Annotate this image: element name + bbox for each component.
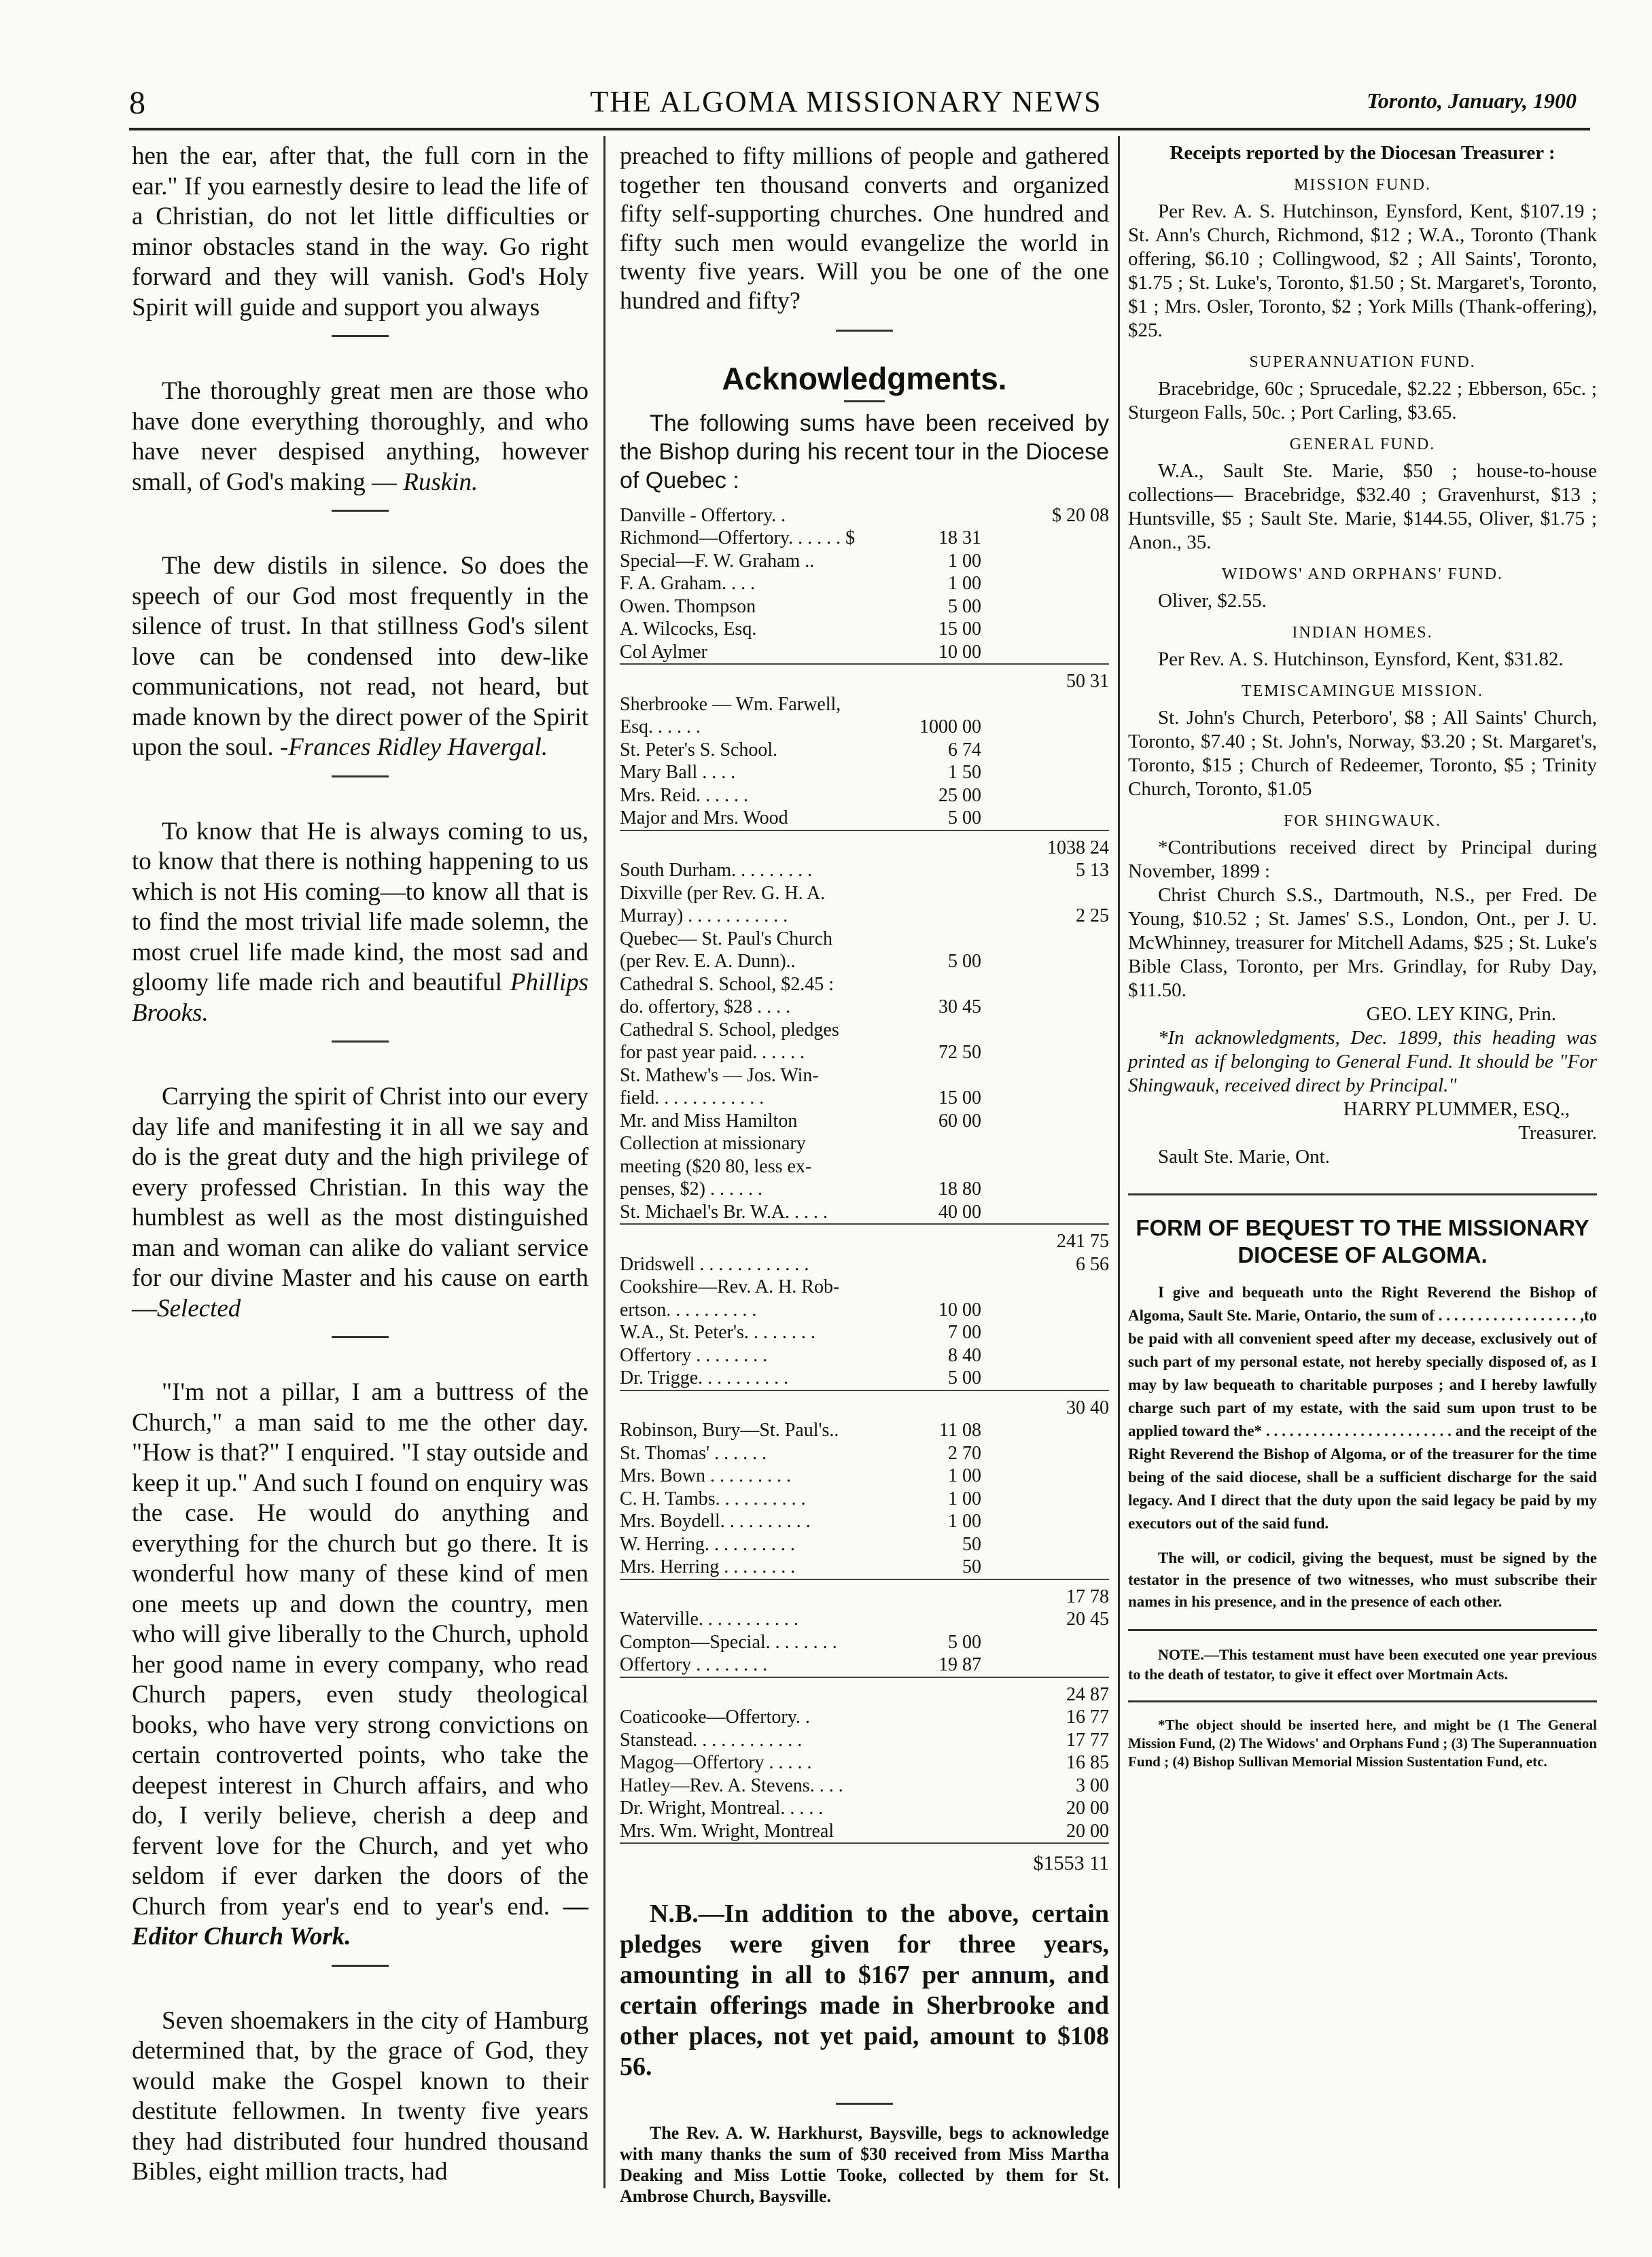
column-divider [1118,136,1120,2188]
row-amount: 1 00 [948,573,981,594]
paragraph: W.A., Sault Ste. Marie, $50 ; house-to-house collections— Bracebridge, $32.40 ; Gravenhurst, $13 ; Huntsville, $5 ; Sault Ste. Marie, $144.55, Oliver, $1.75 ; Anon., 35. [1128,460,1597,553]
section-heading: Acknowledgments. [722,361,1007,396]
row-amount: 18 80 [938,1178,981,1200]
paragraph: Carrying the spirit of Christ into our every day life and manifesting it in all we say and do is the great duty and the high privilege of every professed Christian. In this way the humblest as well as the most distinguished man and woman can alike do valiant service for our divine Master and his cause on earth —Selected [132,1083,588,1323]
table-row [620,1797,1109,1820]
row-amount: 18 31 [938,527,981,548]
table-row [620,973,1109,996]
paragraph: St. John's Church, Peterboro', $8 ; All Saints' Church, Toronto, $7.40 ; St. John's, Norway, $3.20 ; St. Margaret's, Toronto, $15 ; Church of Redeemer, Toronto, $5 ; Trinity Church, Toronto, $1.05 [1128,707,1597,800]
grand-total: $1553 11 [1033,1852,1109,1874]
row-subtotal: 24 87 [1066,1683,1109,1705]
attribution: Ruskin. [403,468,478,496]
table-row [620,572,1109,595]
row-amount: 40 00 [938,1201,981,1223]
row-subtotal: 20 00 [1066,1820,1109,1842]
table-row [620,761,1109,784]
row-label: do. offertory, $28 . . . . [620,996,791,1017]
row-subtotal: 20 00 [1066,1798,1109,1819]
row-amount: 10 00 [938,641,981,663]
row-label: Mrs. Herring . . . . . . . . [620,1556,796,1577]
table-row [620,1132,1109,1155]
table-row [620,905,1109,928]
row-amount: 8 40 [948,1344,981,1366]
fund-heading: INDIAN HOMES. [1292,624,1433,642]
row-label: meeting ($20 80, less ex- [620,1155,812,1177]
row-label: Danville - Offertory. . [620,504,786,526]
row-subtotal: 5 13 [1076,860,1109,881]
row-label: Mrs. Reid. . . . . . [620,784,748,806]
issue-date: Toronto, January, 1900 [1367,88,1577,113]
separator [332,1040,389,1043]
row-label: Cathedral S. School, $2.45 : [620,973,834,995]
row-label: Magog—Offertory . . . . . [620,1752,812,1773]
paragraph: *In acknowledgments, Dec. 1899, this heading was printed as if belonging to General Fund. It should be "For Shingwauk, received direct by Principal." [1128,1027,1597,1096]
table-row [620,807,1109,831]
row-label: Offertory . . . . . . . . [620,1344,768,1366]
paragraph: Per Rev. A. S. Hutchinson, Eynsford, Kent, $107.19 ; St. Ann's Church, Richmond, $12 ; W.A., Toronto (Thank offering, $6.10 ; Collingwood, $2 ; All Saints', Toronto, $1.75 ; St. Luke's, Toronto, $1.50 ; St. Margaret's, Toronto, $1 ; Mrs. Osler, Toronto, $2 ; York Mills (Thank-offering), $25. [1128,200,1597,341]
paragraph: The will, or codicil, giving the bequest, must be signed by the testator in the presence of two witnesses, who must subscribe their names in his presence, and in the presence of each other. [1128,1550,1597,1610]
row-amount: 5 00 [948,1367,981,1388]
row-amount: 2 70 [948,1442,981,1464]
row-subtotal: 17 78 [1066,1586,1109,1607]
masthead-title: THE ALGOMA MISSIONARY NEWS [590,85,1102,118]
table-row [620,928,1109,951]
page-number: 8 [129,85,145,121]
row-label: W. Herring. . . . . . . . . . [620,1533,795,1555]
row-label: Hatley—Rev. A. Stevens. . . . [620,1774,843,1796]
row-label: Col Aylmer [620,641,707,663]
row-amount: 5 00 [948,807,981,828]
row-amount: 1 00 [948,1511,981,1532]
row-label: F. A. Graham. . . . [620,573,756,594]
table-row [620,1041,1109,1064]
signature: GEO. LEY KING, Prin. [1366,1003,1556,1025]
separator [332,775,389,777]
section-rule [1128,1629,1597,1631]
row-subtotal: 241 75 [1057,1231,1109,1252]
row-label: Mrs. Bown . . . . . . . . . [620,1465,792,1486]
row-subtotal: 30 40 [1066,1397,1109,1418]
column-left [132,141,588,2188]
row-label: St. Michael's Br. W.A. . . . . [620,1201,828,1223]
note: NOTE.—This testament must have been executed one year previous to the death of testator, to give it effect over Mortmain Acts. [1128,1646,1597,1683]
row-label: Dr. Trigge. . . . . . . . . . [620,1367,789,1388]
paragraph: The thoroughly great men are those who have done everything thoroughly, and who have never despised anything, however small, of God's making — Ruskin. [132,377,588,496]
bequest-title: FORM OF BEQUEST TO THE MISSIONARY DIOCESE OF ALGOMA. [1136,1215,1589,1267]
row-amount: 10 00 [938,1299,981,1320]
row-amount: 1 00 [948,1465,981,1486]
separator [836,2103,893,2105]
separator [332,1336,389,1338]
row-subtotal: 6 56 [1076,1253,1109,1275]
row-label: Murray) . . . . . . . . . . . [620,905,788,926]
row-subtotal: 2 25 [1076,905,1109,926]
row-label: Major and Mrs. Wood [620,807,788,828]
table-row [620,837,1109,860]
table-row [620,504,1109,527]
paragraph: Bracebridge, 60c ; Sprucedale, $2.22 ; Ebberson, 65c. ; Sturgeon Falls, 50c. ; Port Carling, $3.65. [1128,378,1597,423]
row-label: Mrs. Wm. Wright, Montreal [620,1820,834,1842]
row-subtotal: 20 45 [1066,1609,1109,1630]
column-divider [603,136,605,2188]
header-rule [129,128,1590,130]
table-row [620,1774,1109,1798]
row-amount: 50 [962,1556,981,1577]
row-subtotal: 1038 24 [1047,837,1109,858]
row-amount: 6 74 [948,739,981,760]
row-amount: 7 00 [948,1322,981,1343]
page-header [102,80,1590,128]
row-label: St. Mathew's — Jos. Win- [620,1064,819,1086]
table-row [620,1683,1109,1707]
row-label: Compton—Special. . . . . . . . [620,1631,837,1653]
row-subtotal: 16 77 [1066,1707,1109,1728]
row-label: for past year paid. . . . . . [620,1042,805,1063]
row-amount: 1 50 [948,762,981,783]
separator [332,510,389,512]
separator [332,335,389,337]
table-row [620,1110,1109,1133]
row-amount: 72 50 [938,1042,981,1063]
paragraph: Oliver, $2.55. [1158,590,1267,612]
paragraph: Christ Church S.S., Dartmouth, N.S., per Fred. De Young, $10.52 ; St. James' S.S., London, Ont., per J. U. McWhinney, treasurer for Mitchell Adams, $25 ; St. Luke's Bible Class, Toronto, per Mrs. Grindlay, for Ruby Day, $11.50. [1128,884,1597,1001]
acknowledgments-table [620,504,1109,1844]
table-row [620,1064,1109,1087]
row-amount: 1000 00 [919,716,981,737]
table-row [620,784,1109,807]
table-row [620,693,1109,716]
table-row [620,882,1109,905]
table-row [620,1397,1109,1420]
table-row [620,716,1109,739]
row-label: Mrs. Boydell. . . . . . . . . . [620,1511,811,1532]
row-label: Collection at missionary [620,1133,806,1154]
paragraph: The following sums have been received by the Bishop during his recent tour in the Diocese of Quebec : [620,410,1109,493]
table-row [620,1344,1109,1367]
fund-heading: GENERAL FUND. [1289,436,1436,453]
paragraph: "I'm not a pillar, I am a buttress of the Church," a man said to me the other day. "How is that?" I enquired. "I stay outside and keep it up." And such I found on enquiry was the case. He would do anything and everything for the church but go there. It is wonderful how many of these kind of men one meets up and down the country, men who will give liberally to the Church, uphold her good name in every company, who read Church papers, even study theological books, who have very strong convictions on certain controverted points, who take the deepest interest in Church affairs, and who do, I verily believe, cherish a deep and fervent love for the Church, and yet who seldom if ever darken the doors of the Church from year's end to year's end. —Editor Church Work. [132,1378,589,1950]
row-label: Dixville (per Rev. G. H. A. [620,882,826,904]
row-label: Robinson, Bury—St. Paul's.. [620,1420,839,1441]
row-label: C. H. Tambs. . . . . . . . . . [620,1488,806,1509]
table-row [620,1751,1109,1774]
fund-heading: SUPERANNUATION FUND. [1249,353,1476,371]
row-label: Special—F. W. Graham .. [620,550,815,572]
row-label: Stanstead. . . . . . . . . . . . [620,1729,803,1751]
table-row [620,1321,1109,1344]
table-row [620,1276,1109,1299]
row-amount: 5 00 [948,1631,981,1653]
attribution: Frances Ridley Havergal. [288,733,548,761]
row-label: Richmond—Offertory. . . . . . $ [620,527,856,548]
row-amount: 1 00 [948,1488,981,1509]
row-amount: 5 00 [948,595,981,617]
table-row [620,1706,1109,1729]
row-label: Owen. Thompson [620,595,756,617]
row-label: Coaticooke—Offertory. . [620,1707,810,1728]
table-row [620,1820,1109,1844]
paragraph: Seven shoemakers in the city of Hamburg determined that, by the grace of God, they would make the Gospel known to their destitute fellowmen. In twenty five years they had distributed four hundred thousand Bibles, eight million tracts, had [132,2006,588,2186]
table-row [620,550,1109,573]
table-row [620,670,1109,693]
paragraph: *Contributions received direct by Principal during November, 1899 : [1128,837,1597,882]
row-amount: 11 08 [939,1420,981,1441]
row-label: Esq. . . . . . [620,716,701,737]
section-rule [1128,1193,1597,1195]
row-amount: 19 87 [938,1654,981,1675]
table-row [620,1654,1109,1678]
row-label: Mary Ball . . . . [620,762,736,783]
table-row [620,950,1109,973]
table-row [620,1608,1109,1631]
fund-heading: FOR SHINGWAUK. [1283,812,1441,830]
table-row [620,1299,1109,1322]
table-row [620,527,1109,550]
separator [332,1965,389,1967]
signature-place: Sault Ste. Marie, Ont. [1158,1146,1330,1168]
table-row [620,1253,1109,1276]
table-row [620,996,1109,1019]
row-label: W.A., St. Peter's. . . . . . . . [620,1322,815,1343]
paragraph: The dew distils in silence. So does the speech of our God most frequently in the silence of trust. In that stillness God's silent love can be condensed into dew-like communications, not read, not heard, but made known by the direct power of the Spirit upon the soul. -Frances Ridley Havergal. [132,552,588,761]
table-row [620,1201,1109,1225]
table-row [620,1419,1109,1442]
row-label: Dr. Wright, Montreal. . . . . [620,1798,824,1819]
paragraph: preached to fifty millions of people and gathered together ten thousand converts and organized fifty self-supporting churches. One hundred and fifty such men would evangelize the world in twenty five years. Will you be one of the one hundred and fifty? [620,142,1109,314]
table-row [620,1230,1109,1253]
row-label: field. . . . . . . . . . . . [620,1087,765,1108]
section-rule [1128,1700,1597,1702]
table-row [620,1586,1109,1609]
table-row [620,1155,1109,1178]
row-subtotal: 17 77 [1066,1729,1109,1751]
attribution: Selected [157,1294,241,1323]
row-label: Cathedral S. School, pledges [620,1019,839,1040]
row-subtotal: 16 85 [1066,1752,1109,1773]
paragraph: To know that He is always coming to us, to know that there is nothing happening to us which is not His coming—to know all that is to find the most trivial life made solemn, the most cruel life made kind, the most sad and gloomy life made rich and beautiful Phillips Brooks. [132,817,588,1027]
row-label: Mr. and Miss Hamilton [620,1110,798,1132]
attribution: Phillips Brooks. [132,968,588,1027]
paragraph: I give and bequeath unto the Right Reverend the Bishop of Algoma, Sault Ste. Marie, Ontario, the sum of . . . . . . . . . . . . . . . . . . ,to be paid with all convenient speed after my decease, exclusively out of such part of my personal estate, not hereby specially disposed of, as I may by law bequeath to charitable purposes ; and I hereby lawfully charge such part of my estate, with the said sum upon trust to be applied toward the* . . . . . . . . . . . . . . . . . . . . . . . . and the receipt of the Right Reverend the Bishop of Algoma, or of the treasurer for the time being of the said diocese, shall be a sufficient discharge for the said legacy. And I direct that the duty upon the said legacy be paid by my executors out of the said fund. [1128,1284,1597,1532]
row-amount: 15 00 [938,618,981,640]
table-row [620,1178,1109,1201]
table-row [620,1533,1109,1556]
table-row [620,1442,1109,1465]
paragraph: The Rev. A. W. Harkhurst, Baysville, begs to acknowledge with many thanks the sum of $30 received from Miss Martha Deaking and Miss Lottie Tooke, collected by them for St. Ambrose Church, Baysville. [620,2122,1109,2206]
row-label: ertson. . . . . . . . . . [620,1299,757,1320]
row-label: Waterville. . . . . . . . . . . [620,1609,798,1630]
row-amount: 5 00 [948,951,981,972]
row-label: Dridswell . . . . . . . . . . . . [620,1253,809,1275]
row-label: Quebec— St. Paul's Church [620,928,833,949]
table-row [620,1019,1109,1042]
row-amount: 30 45 [938,996,981,1017]
table-row [620,859,1109,882]
paragraph: N.B.—In addition to the above, certain pledges were given for three years, amounting in all to $167 per annum, and certain offerings made in Sherbrooke and other places, not yet paid, amount to $108 56. [620,1899,1109,2081]
fund-heading: MISSION FUND. [1293,176,1432,194]
row-label: St. Peter's S. School. [620,739,778,760]
table-row [620,618,1109,641]
row-amount: 1 00 [948,550,981,572]
table-row [620,641,1109,665]
row-subtotal: 50 31 [1066,671,1109,692]
table-row [620,595,1109,618]
row-label: St. Thomas' . . . . . . [620,1442,767,1464]
row-label: (per Rev. E. A. Dunn).. [620,951,796,972]
row-amount: 60 00 [938,1110,981,1132]
attribution: —Editor Church Work. [132,1892,589,1950]
section-heading: Receipts reported by the Diocesan Treasurer : [1170,142,1556,164]
row-subtotal: 3 00 [1076,1774,1109,1796]
table-row [620,1631,1109,1654]
paragraph: hen the ear, after that, the full corn in the ear." If you earnestly desire to lead the life of a Christian, do not let little difficulties or minor obstacles stand in the way. Go right forward and they will vanish. God's Holy Spirit will guide and support you always [132,142,588,321]
table-row [620,1556,1109,1580]
table-row [620,1367,1109,1391]
signature-title: Treasurer. [1518,1122,1597,1144]
footnote: *The object should be inserted here, and might be (1 The General Mission Fund, (2) The Widows' and Orphans Fund ; (3) The Superannuation Fund ; (4) Bishop Sullivan Memorial Mission Sustentation Fund, etc. [1128,1717,1597,1770]
row-amount: 15 00 [938,1087,981,1108]
row-label: South Durham. . . . . . . . . [620,860,813,881]
table-row [620,1729,1109,1752]
row-label: A. Wilcocks, Esq. [620,618,757,640]
table-row [620,1488,1109,1511]
row-label: penses, $2) . . . . . . [620,1178,762,1200]
row-subtotal: $ 20 08 [1052,504,1109,526]
fund-heading: WIDOWS' AND ORPHANS' FUND. [1221,565,1503,583]
separator [836,330,893,332]
table-row [620,1510,1109,1533]
row-label: Offertory . . . . . . . . [620,1654,768,1675]
row-amount: 25 00 [938,784,981,806]
paragraph: Per Rev. A. S. Hutchinson, Eynsford, Kent, $31.82. [1158,648,1564,670]
table-row [620,1087,1109,1110]
separator [844,400,885,402]
table-row [620,1465,1109,1488]
signature: HARRY PLUMMER, ESQ., [1343,1098,1570,1120]
row-label: Cookshire—Rev. A. H. Rob- [620,1276,840,1297]
table-row [620,739,1109,762]
fund-heading: TEMISCAMINGUE MISSION. [1241,682,1483,700]
row-amount: 50 [962,1533,981,1555]
column-middle [620,141,1109,2207]
column-right [1128,141,1597,1771]
row-label: Sherbrooke — Wm. Farwell, [620,693,841,715]
